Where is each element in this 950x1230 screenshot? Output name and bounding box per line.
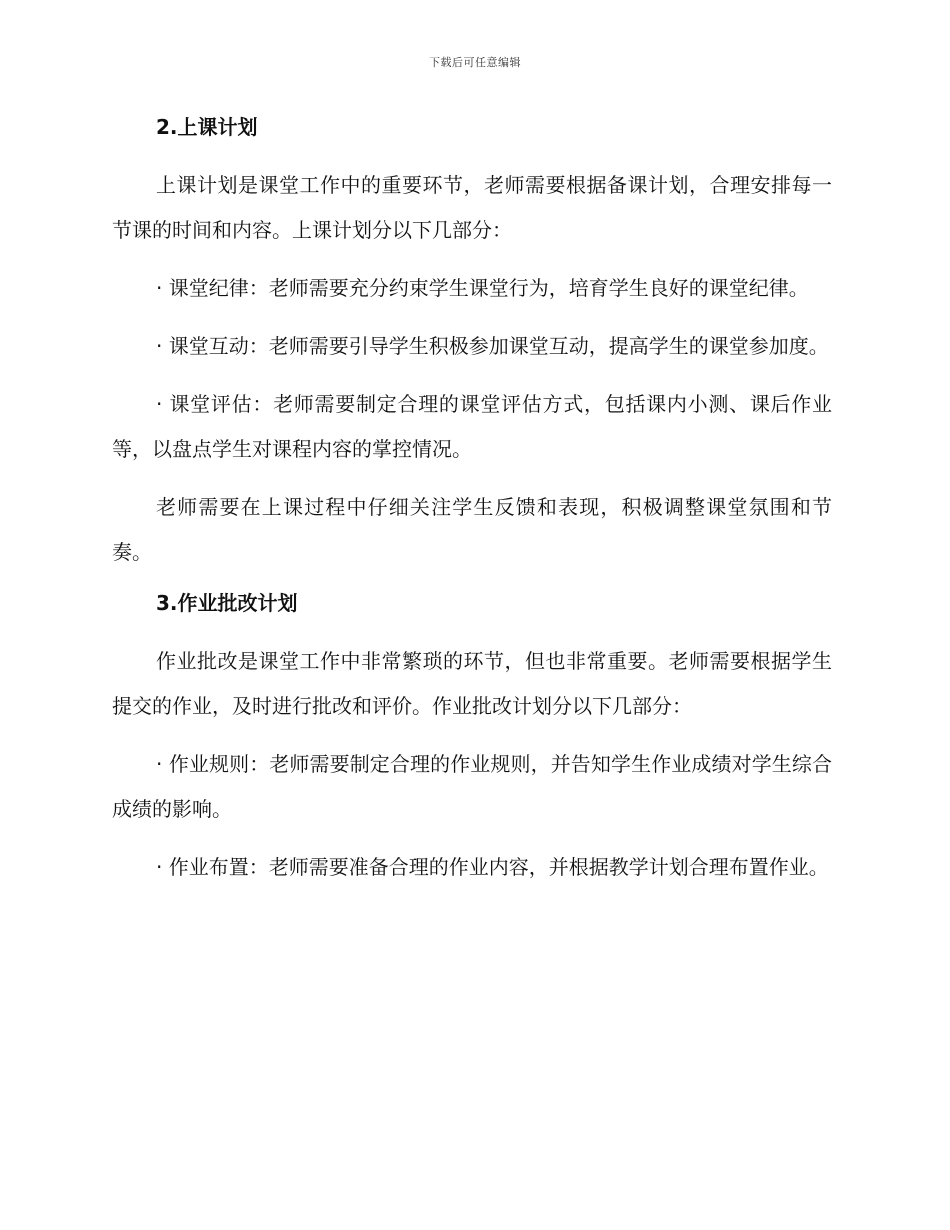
section-heading-lesson-plan: 2.上课计划 (156, 115, 258, 139)
bullet-classroom-assessment: · 课堂评估：老师需要制定合理的课堂评估方式，包括课内小测、课后作业等，以盘点学生对课程内容的掌控情况。 (112, 392, 832, 461)
bullet-homework-assignment: · 作业布置：老师需要准备合理的作业内容，并根据教学计划合理布置作业。 (156, 855, 829, 879)
bullet-classroom-interaction: · 课堂互动：老师需要引导学生积极参加课堂互动，提高学生的课堂参加度。 (156, 334, 829, 358)
paragraph-lesson-plan-summary: 老师需要在上课过程中仔细关注学生反馈和表现，积极调整课堂氛围和节奏。 (112, 495, 832, 564)
bullet-homework-rules: · 作业规则：老师需要制定合理的作业规则，并告知学生作业成绩对学生综合成绩的影响。 (112, 752, 832, 821)
paragraph-homework-intro: 作业批改是课堂工作中非常繁琐的环节，但也非常重要。老师需要根据学生提交的作业，及时进行批改和评价。作业批改计划分以下几部分： (112, 649, 832, 718)
section-heading-homework-plan: 3.作业批改计划 (156, 591, 298, 615)
document-body (112, 112, 832, 890)
bullet-classroom-discipline: · 课堂纪律：老师需要充分约束学生课堂行为，培育学生良好的课堂纪律。 (156, 276, 809, 300)
page-header: 下载后可任意编辑 (429, 56, 521, 69)
paragraph-lesson-plan-intro: 上课计划是课堂工作中的重要环节，老师需要根据备课计划，合理安排每一节课的时间和内容。上课计划分以下几部分： (112, 173, 832, 242)
